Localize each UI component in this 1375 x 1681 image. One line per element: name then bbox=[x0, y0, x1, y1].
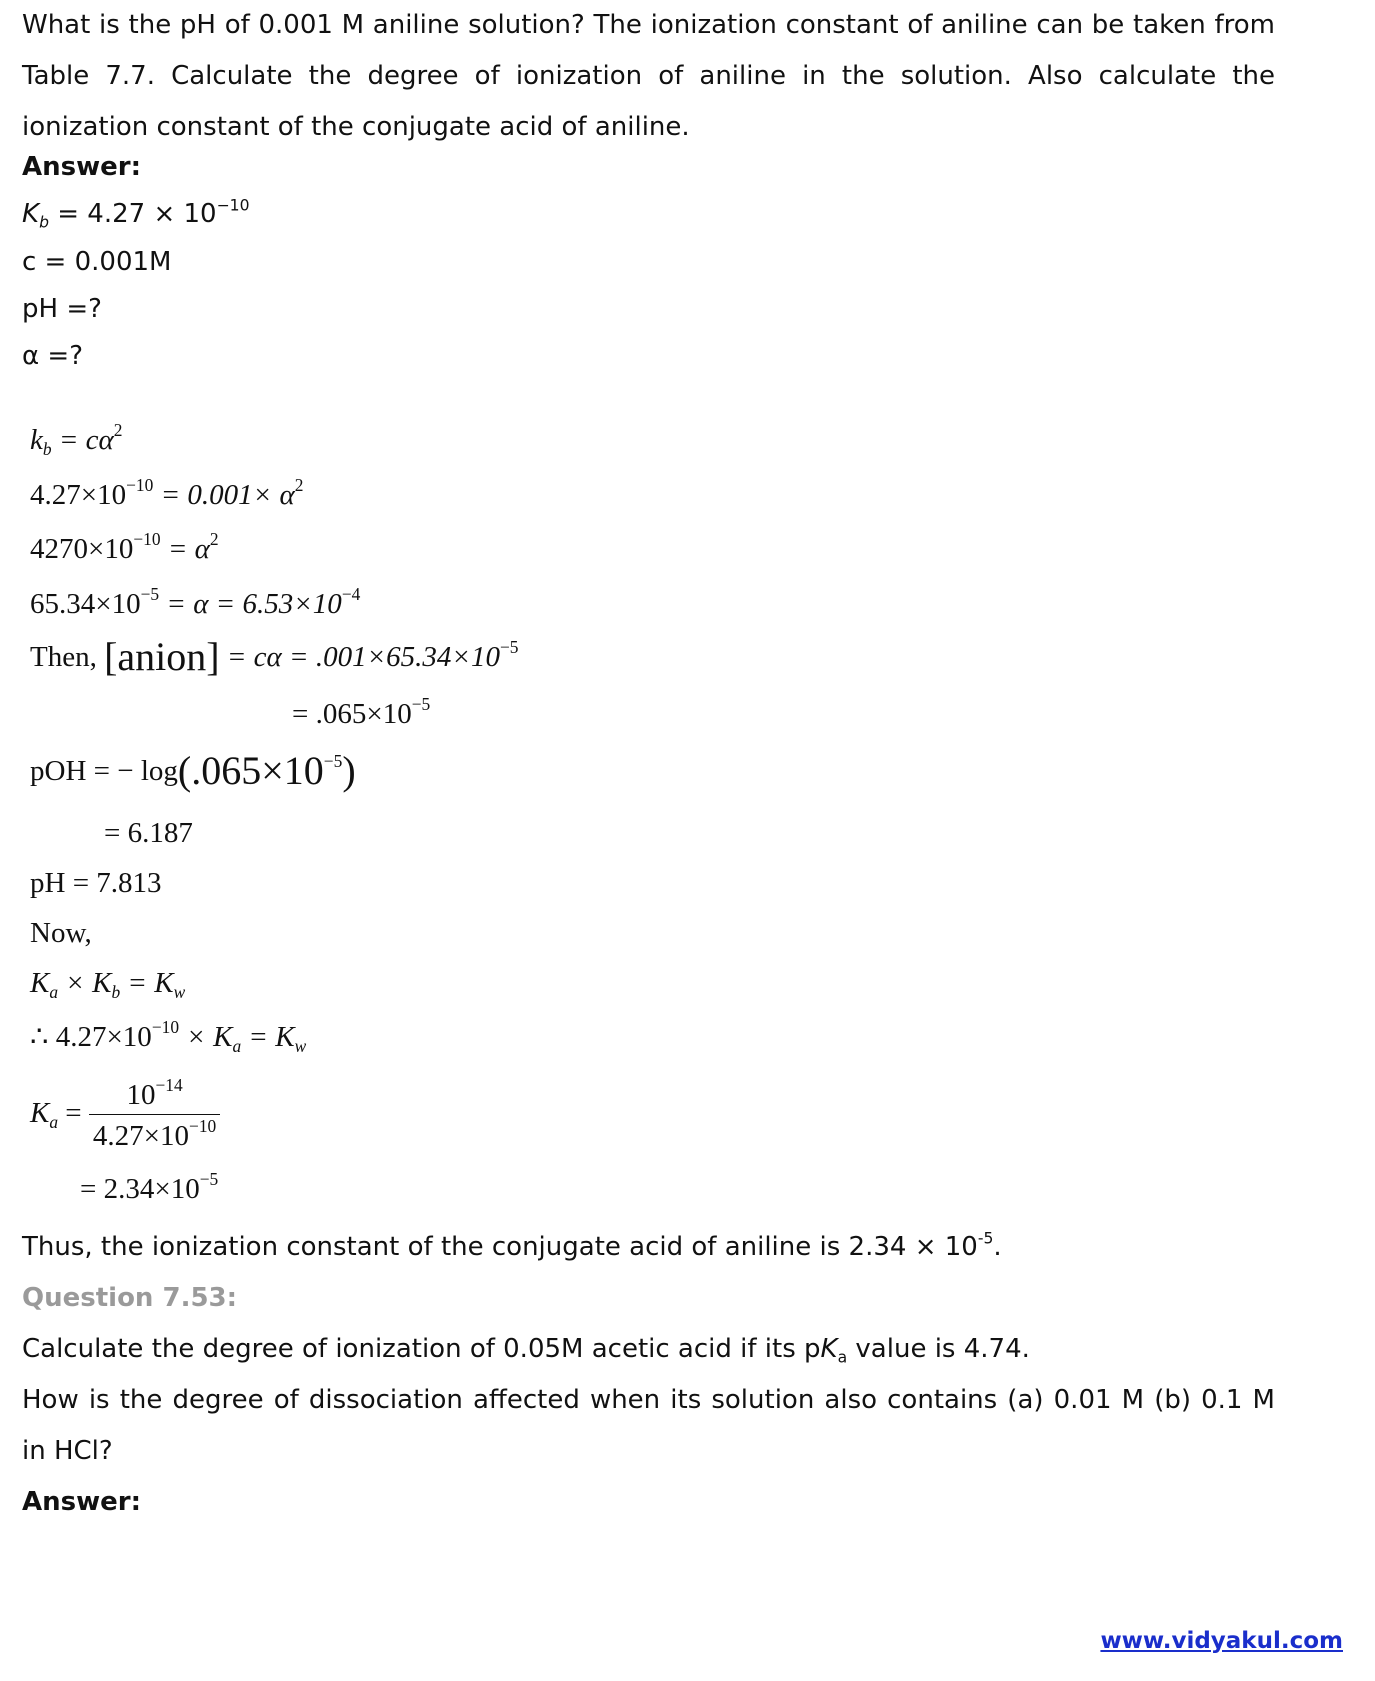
question-line-2: How is the degree of dissociation affected when its solution also contains (a) 0.01 M (b) 0.1 M in HCl? bbox=[22, 1385, 1275, 1466]
given-c: c = 0.001M bbox=[22, 247, 172, 277]
equation-kb-calpha: $k_b = c\alpha^2$ bbox=[30, 419, 123, 460]
question-text: What is the pH of 0.001 M aniline solution? The ionization constant of aniline can be taken from Table 7.7. Calculate the degree of ionization of aniline in the solution. Also calculate the ionization constant of the conjugate acid of aniline. bbox=[22, 10, 1275, 142]
equation-substitution: $4.27\times 10^{-10} = 0.001\times \alpha^2$ bbox=[30, 474, 304, 511]
equation-alpha-value: $65.34\times 10^{-5} = \alpha = 6.53\times 10^{-4}$ bbox=[30, 583, 361, 620]
given-alpha: α =? bbox=[22, 341, 83, 371]
equation-ka-result: = $2.34\times 10^{-5}$ bbox=[80, 1168, 219, 1205]
equation-poh-value: = 6.187 bbox=[104, 817, 193, 849]
answer-label: Answer: bbox=[22, 152, 141, 182]
conclusion-text: Thus, the ionization constant of the conjugate acid of aniline is $2.34 \times 10^{-5}$. bbox=[22, 1229, 1002, 1262]
equation-ph-value: pH = 7.813 bbox=[30, 867, 162, 899]
question-line-1: Calculate the degree of ionization of 0.05M acetic acid if its $pK_a$ value is 4.74. bbox=[22, 1334, 1030, 1367]
text-now: Now, bbox=[30, 917, 92, 949]
equation-ka-kb-kw: $K_a \times K_b = K_w$ bbox=[30, 967, 186, 1003]
footer-website-link[interactable]: www.vidyakul.com bbox=[1100, 1628, 1343, 1654]
question-title: Question 7.53: bbox=[22, 1283, 238, 1313]
equation-anion-result: = $.065\times 10^{-5}$ bbox=[292, 693, 431, 730]
answer-label-2: Answer: bbox=[22, 1487, 141, 1517]
equation-poh: pOH = − $\log(.065\times 10^{-5})$ bbox=[30, 748, 356, 793]
equation-anion-concentration: Then, [anion] = $c\alpha = .001\times 65.34\times 10^{-5}$ bbox=[30, 634, 519, 679]
equation-therefore: ∴ $4.27\times 10^{-10} \times K_a = K_w$ bbox=[30, 1016, 307, 1057]
equation-alpha-squared: $4270\times 10^{-10} = \alpha^2$ bbox=[30, 528, 219, 565]
given-kb: $K_b = 4.27 \times 10^{-10}$ bbox=[22, 196, 250, 232]
given-ph: pH =? bbox=[22, 294, 102, 324]
equation-ka-fraction: $K_a$ = $\frac{10^{-14}}{4.27\times 10^{-10}}$ bbox=[30, 1078, 220, 1153]
